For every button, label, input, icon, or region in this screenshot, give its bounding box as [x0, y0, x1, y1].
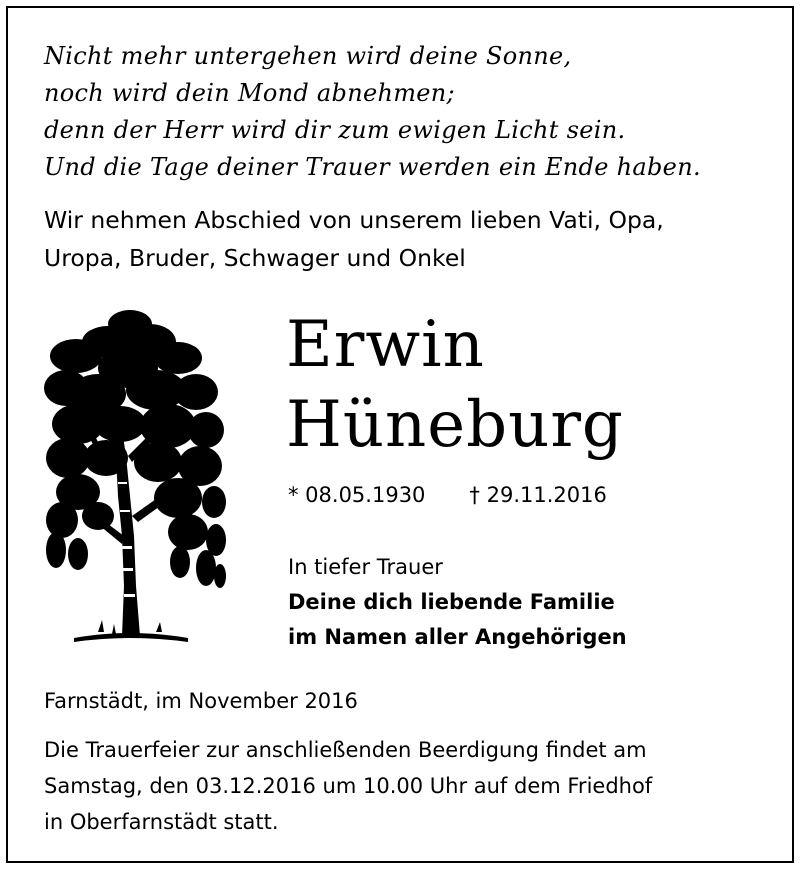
intro-line: Wir nehmen Abschied von unserem lieben Vati, Opa,	[44, 206, 664, 234]
verse-line: Und die Tage deiner Trauer werden ein Ende haben.	[44, 153, 701, 181]
mourners-family: Deine dich liebende Familie	[288, 590, 615, 614]
funeral-line: in Oberfarnstädt statt.	[44, 810, 279, 834]
verse-line: Nicht mehr untergehen wird deine Sonne,	[44, 42, 572, 70]
deceased-name	[286, 305, 624, 465]
life-dates	[288, 480, 607, 510]
first-name: Erwin	[286, 308, 485, 382]
mourners-relatives: im Namen aller Angehörigen	[288, 625, 627, 649]
birch-tree-icon	[38, 306, 228, 648]
farewell-intro	[44, 201, 664, 277]
place-and-date: Farnstädt, im November 2016	[44, 689, 358, 713]
last-name: Hüneburg	[286, 388, 624, 462]
bible-verse	[44, 38, 701, 186]
death-date: † 29.11.2016	[469, 483, 607, 507]
verse-line: noch wird dein Mond abnehmen;	[44, 79, 455, 107]
mourners-block	[288, 550, 627, 655]
intro-line: Uropa, Bruder, Schwager und Onkel	[44, 244, 466, 272]
funeral-notice	[44, 732, 652, 840]
verse-line: denn der Herr wird dir zum ewigen Licht sein.	[44, 116, 626, 144]
funeral-line: Die Trauerfeier zur anschließenden Beerdigung findet am	[44, 738, 647, 762]
mourning-intro: In tiefer Trauer	[288, 555, 443, 579]
birth-date: * 08.05.1930	[288, 483, 426, 507]
funeral-line: Samstag, den 03.12.2016 um 10.00 Uhr auf dem Friedhof	[44, 774, 653, 798]
